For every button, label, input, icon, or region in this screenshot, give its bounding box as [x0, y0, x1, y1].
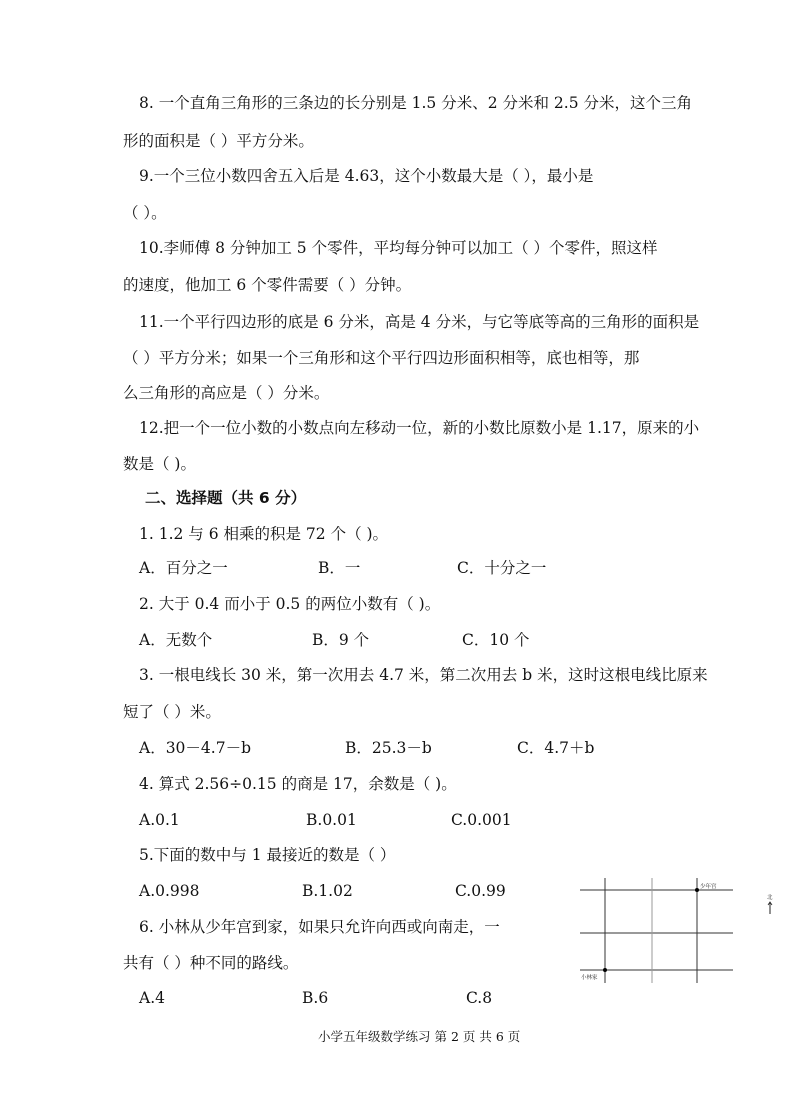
- choice2-option-b: B．9 个: [312, 631, 370, 649]
- q8-line2: 形的面积是（ ）平方分米。: [123, 132, 314, 150]
- choice1-option-c: C．十分之一: [457, 559, 547, 577]
- q11-line1: 11.一个平行四边形的底是 6 分米，高是 4 分米，与它等底等高的三角形的面积是: [139, 313, 700, 331]
- page-footer: 小学五年级数学练习 第 2 页 共 6 页: [318, 1029, 521, 1044]
- choice2-stem: 2. 大于 0.4 而小于 0.5 的两位小数有（ )。: [139, 595, 441, 613]
- choice4-option-c: C.0.001: [451, 811, 512, 829]
- q10-line2: 的速度，他加工 6 个零件需要（ ）分钟。: [123, 276, 412, 294]
- home-label: 小林家: [581, 975, 598, 981]
- q10-line1: 10.李师傅 8 分钟加工 5 个零件，平均每分钟可以加工（ ）个零件，照这样: [139, 239, 658, 257]
- choice6-option-a: A.4: [139, 989, 165, 1007]
- q11-line3: 么三角形的高应是（ ）分米。: [123, 384, 330, 402]
- q9-line1: 9.一个三位小数四舍五入后是 4.63，这个小数最大是（ ），最小是: [139, 167, 594, 185]
- choice3-stem2: 短了（ ）米。: [123, 703, 221, 721]
- choice2-option-a: A．无数个: [139, 631, 213, 649]
- choice3-option-c: C．4.7＋b: [517, 739, 595, 757]
- q9-line2: （ ）。: [123, 204, 167, 222]
- choice3-option-a: A．30－4.7－b: [139, 739, 251, 757]
- choice1-option-a: A．百分之一: [139, 559, 228, 577]
- route-grid-diagram: [575, 878, 785, 988]
- choice4-option-a: A.0.1: [139, 811, 180, 829]
- q12-line2: 数是（ )。: [123, 455, 196, 473]
- choice4-option-b: B.0.01: [306, 811, 357, 829]
- choice3-stem: 3. 一根电线长 30 米，第一次用去 4.7 米，第二次用去 b 米，这时这根电线比原来: [139, 666, 708, 684]
- choice2-option-c: C．10 个: [462, 631, 530, 649]
- choice6-option-c: C.8: [466, 989, 493, 1007]
- choice5-stem: 5.下面的数中与 1 最接近的数是（ ）: [139, 846, 396, 864]
- choice6-stem2: 共有（ ）种不同的路线。: [123, 954, 299, 972]
- section2-title: 二、选择题（共 6 分）: [145, 489, 307, 507]
- home-point: [603, 968, 607, 972]
- choice5-option-a: A.0.998: [139, 882, 200, 900]
- q11-line2: （ ）平方分米；如果一个三角形和这个平行四边形面积相等，底也相等，那: [123, 349, 640, 367]
- youth-palace-label: 少年宫: [700, 884, 717, 890]
- q8-line1: 8. 一个直角三角形的三条边的长分别是 1.5 分米、2 分米和 2.5 分米，这个三角: [139, 94, 693, 112]
- q12-line1: 12.把一个一位小数的小数点向左移动一位，新的小数比原数小是 1.17，原来的小: [139, 419, 700, 437]
- choice1-stem: 1. 1.2 与 6 相乘的积是 72 个（ )。: [139, 525, 389, 543]
- choice4-stem: 4. 算式 2.56÷0.15 的商是 17，余数是（ )。: [139, 775, 457, 793]
- choice5-option-c: C.0.99: [455, 882, 506, 900]
- choice3-option-b: B．25.3－b: [345, 739, 432, 757]
- choice6-option-b: B.6: [302, 989, 329, 1007]
- youth-palace-point: [695, 888, 699, 892]
- north-label: 北: [767, 895, 773, 901]
- choice6-stem: 6. 小林从少年宫到家，如果只允许向西或向南走，一: [139, 918, 500, 936]
- choice5-option-b: B.1.02: [302, 882, 353, 900]
- choice1-option-b: B．一: [318, 559, 361, 577]
